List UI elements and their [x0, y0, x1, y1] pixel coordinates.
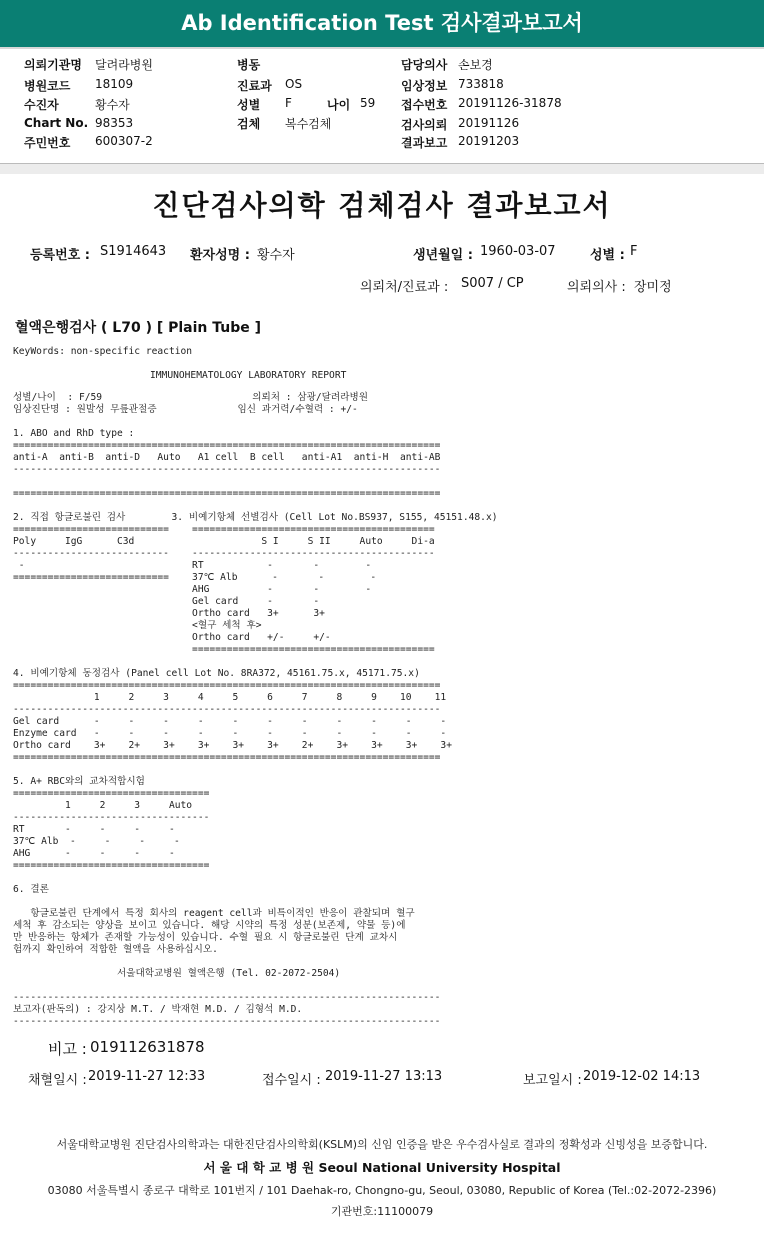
accession-no-value: 20191126-31878 — [458, 96, 562, 110]
collect-time-value: 2019-11-27 12:33 — [88, 1069, 206, 1084]
age-label: 나이 — [327, 98, 351, 112]
attending-doctor-label: 담당의사 — [401, 58, 448, 72]
report-sex-label: 성별 : — [590, 248, 625, 263]
requesting-dept-label: 의뢰처/진료과 : — [360, 280, 449, 295]
clinical-info-label: 임상정보 — [401, 79, 448, 93]
institution-number: 기관번호:11100079 — [330, 1205, 434, 1218]
dob-label: 생년월일 : — [413, 248, 473, 263]
department-value: OS — [285, 77, 303, 91]
hospital-name: 서 울 대 학 교 병 원 Seoul National University Hospital — [203, 1160, 561, 1175]
hospital-code-label: 병원코드 — [24, 79, 71, 93]
hospital-name-value: 달려라병원 — [95, 58, 153, 72]
clinical-info-value: 733818 — [458, 77, 504, 91]
resident-no-value: 600307-2 — [95, 134, 153, 148]
report-title-bar — [0, 0, 764, 49]
chart-no-value: 98353 — [95, 116, 134, 130]
requesting-doctor-label: 의뢰의사 : — [567, 280, 626, 295]
report-time-label: 보고일시 : — [523, 1073, 582, 1088]
header-divider — [0, 163, 764, 174]
report-heading: 진단검사의학 검체검사 결과보고서 — [152, 189, 612, 222]
receive-time-value: 2019-11-27 13:13 — [325, 1069, 443, 1084]
collect-time-label: 채혈일시 : — [28, 1073, 87, 1088]
report-time-value: 2019-12-02 14:13 — [583, 1069, 701, 1084]
patient-label: 수진자 — [24, 98, 59, 112]
receive-time-label: 접수일시 : — [262, 1073, 321, 1088]
remark-value: 019112631878 — [90, 1038, 205, 1056]
dob-value: 1960-03-07 — [480, 244, 556, 259]
chart-no-label: Chart No. — [24, 116, 89, 130]
ward-label: 병동 — [237, 58, 261, 72]
patient-value: 황수자 — [95, 98, 130, 112]
specimen-label: 검체 — [237, 117, 261, 131]
requesting-dept-value: S007 / CP — [461, 276, 524, 291]
result-report-label: 결과보고 — [401, 136, 448, 150]
test-title: 혈액은행검사 ( L70 ) [ Plain Tube ] — [15, 320, 262, 336]
hospital-address: 03080 서울특별시 종로구 대학로 101번지 / 101 Daehak-ro, Chongno-gu, Seoul, 03080, Republic of Korea (Tel.:02-2072-2396) — [47, 1184, 717, 1197]
result-report-value: 20191203 — [458, 134, 520, 148]
lab-report-title: IMMUNOHEMATOLOGY LABORATORY REPORT — [150, 370, 347, 381]
hospital-name-label: 의뢰기관명 — [24, 58, 82, 72]
sex-value: F — [285, 96, 292, 110]
attending-doctor-value: 손보경 — [458, 58, 493, 72]
hospital-code-value: 18109 — [95, 77, 134, 91]
requesting-doctor-value: 장미정 — [634, 280, 672, 295]
specimen-value: 복수검체 — [285, 117, 332, 131]
request-info-header — [0, 49, 764, 163]
report-body: 성별/나이 : F/59 의뢰처 : 삼광/달려라병원 임상진단명 : 원발성 무릎관절증 임신 과거력/수혈력 : +/- 1. ABO and RhD type : ========================================================================== anti-A anti-B anti-D Auto A1 cell B cell anti-A1 anti-H anti-AB -------------------------------------------------------------------------- ========================================================================== 2. 직접 항글로불린 검사 3. 비예기항체 선별검사 (Cell Lot No.BS937, S155, 45151.48.x) =========================== ========================================== Poly IgG C3d S I S II Auto Di-a --------------------------- ------------------------------------------ - RT - - - =========================== 37℃ Alb - - - AHG - - - Gel card - - Ortho card 3+ 3+ <혈구 세척 후> Ortho card +/- +/- ========================================== 4. 비예기항체 동정검사 (Panel cell Lot No. 8RA372, 45161.75.x, 45171.75.x) ========================================================================== 1 2 3 4 5 6 7 8 9 10 11 -------------------------------------------------------------------------- Gel card - - - - - - - - - - - Enzyme card - - - - - - - - - - - Ortho card 3+ 2+ 3+ 3+ 3+ 3+ 2+ 3+ 3+ 3+ 3+ ========================================================================== 5. A+ RBC와의 교차적합시험 ================================== 1 2 3 Auto ---------------------------------- RT - - - - 37℃ Alb - - - - AHG - - - - ================================== 6. 결론 항글로불린 단계에서 특정 회사의 reagent cell과 비특이적인 반응이 관찰되며 혈구 세척 후 감소되는 양상을 보이고 있습니다. 해당 시약의 특정 성분(보존제, 약물 등)에 만 반응하는 항체가 존재할 가능성이 있습니다. 수혈 필요 시 항글로불린 단계 교차시 험까지 확인하여 적합한 혈액을 사용하십시오. 서울대학교병원 혈액은행 (Tel. 02-2072-2504) -------------------------------------------------------------------------- 보고자(판독의) : 강지상 M.T. / 박재현 M.D. / 김형석 M.D. -------------------------------------------------------------------------- — [13, 392, 498, 1027]
age-value: 59 — [360, 96, 376, 110]
scanned-report — [0, 174, 764, 1234]
accession-no-label: 접수번호 — [401, 98, 448, 112]
reg-no-label: 등록번호 : — [30, 248, 90, 263]
report-title: Ab Identification Test 검사결과보고서 — [181, 11, 583, 35]
remark-label: 비고 : — [48, 1040, 87, 1058]
test-request-value: 20191126 — [458, 116, 520, 130]
report-sex-value: F — [630, 244, 638, 259]
department-label: 진료과 — [237, 79, 272, 93]
resident-no-label: 주민번호 — [24, 136, 71, 150]
patient-name-value: 황수자 — [257, 248, 295, 263]
certification-text: 서울대학교병원 진단검사의학과는 대한진단검사의학회(KSLM)의 신임 인증을 받은 우수검사실로 결과의 정확성과 신빙성을 보증합니다. — [56, 1138, 708, 1151]
reg-no-value: S1914643 — [100, 244, 167, 259]
keywords-line: KeyWords: non-specific reaction — [13, 346, 193, 357]
sex-label: 성별 — [237, 98, 261, 112]
test-request-label: 검사의뢰 — [401, 118, 448, 132]
patient-name-label: 환자성명 : — [190, 248, 250, 263]
